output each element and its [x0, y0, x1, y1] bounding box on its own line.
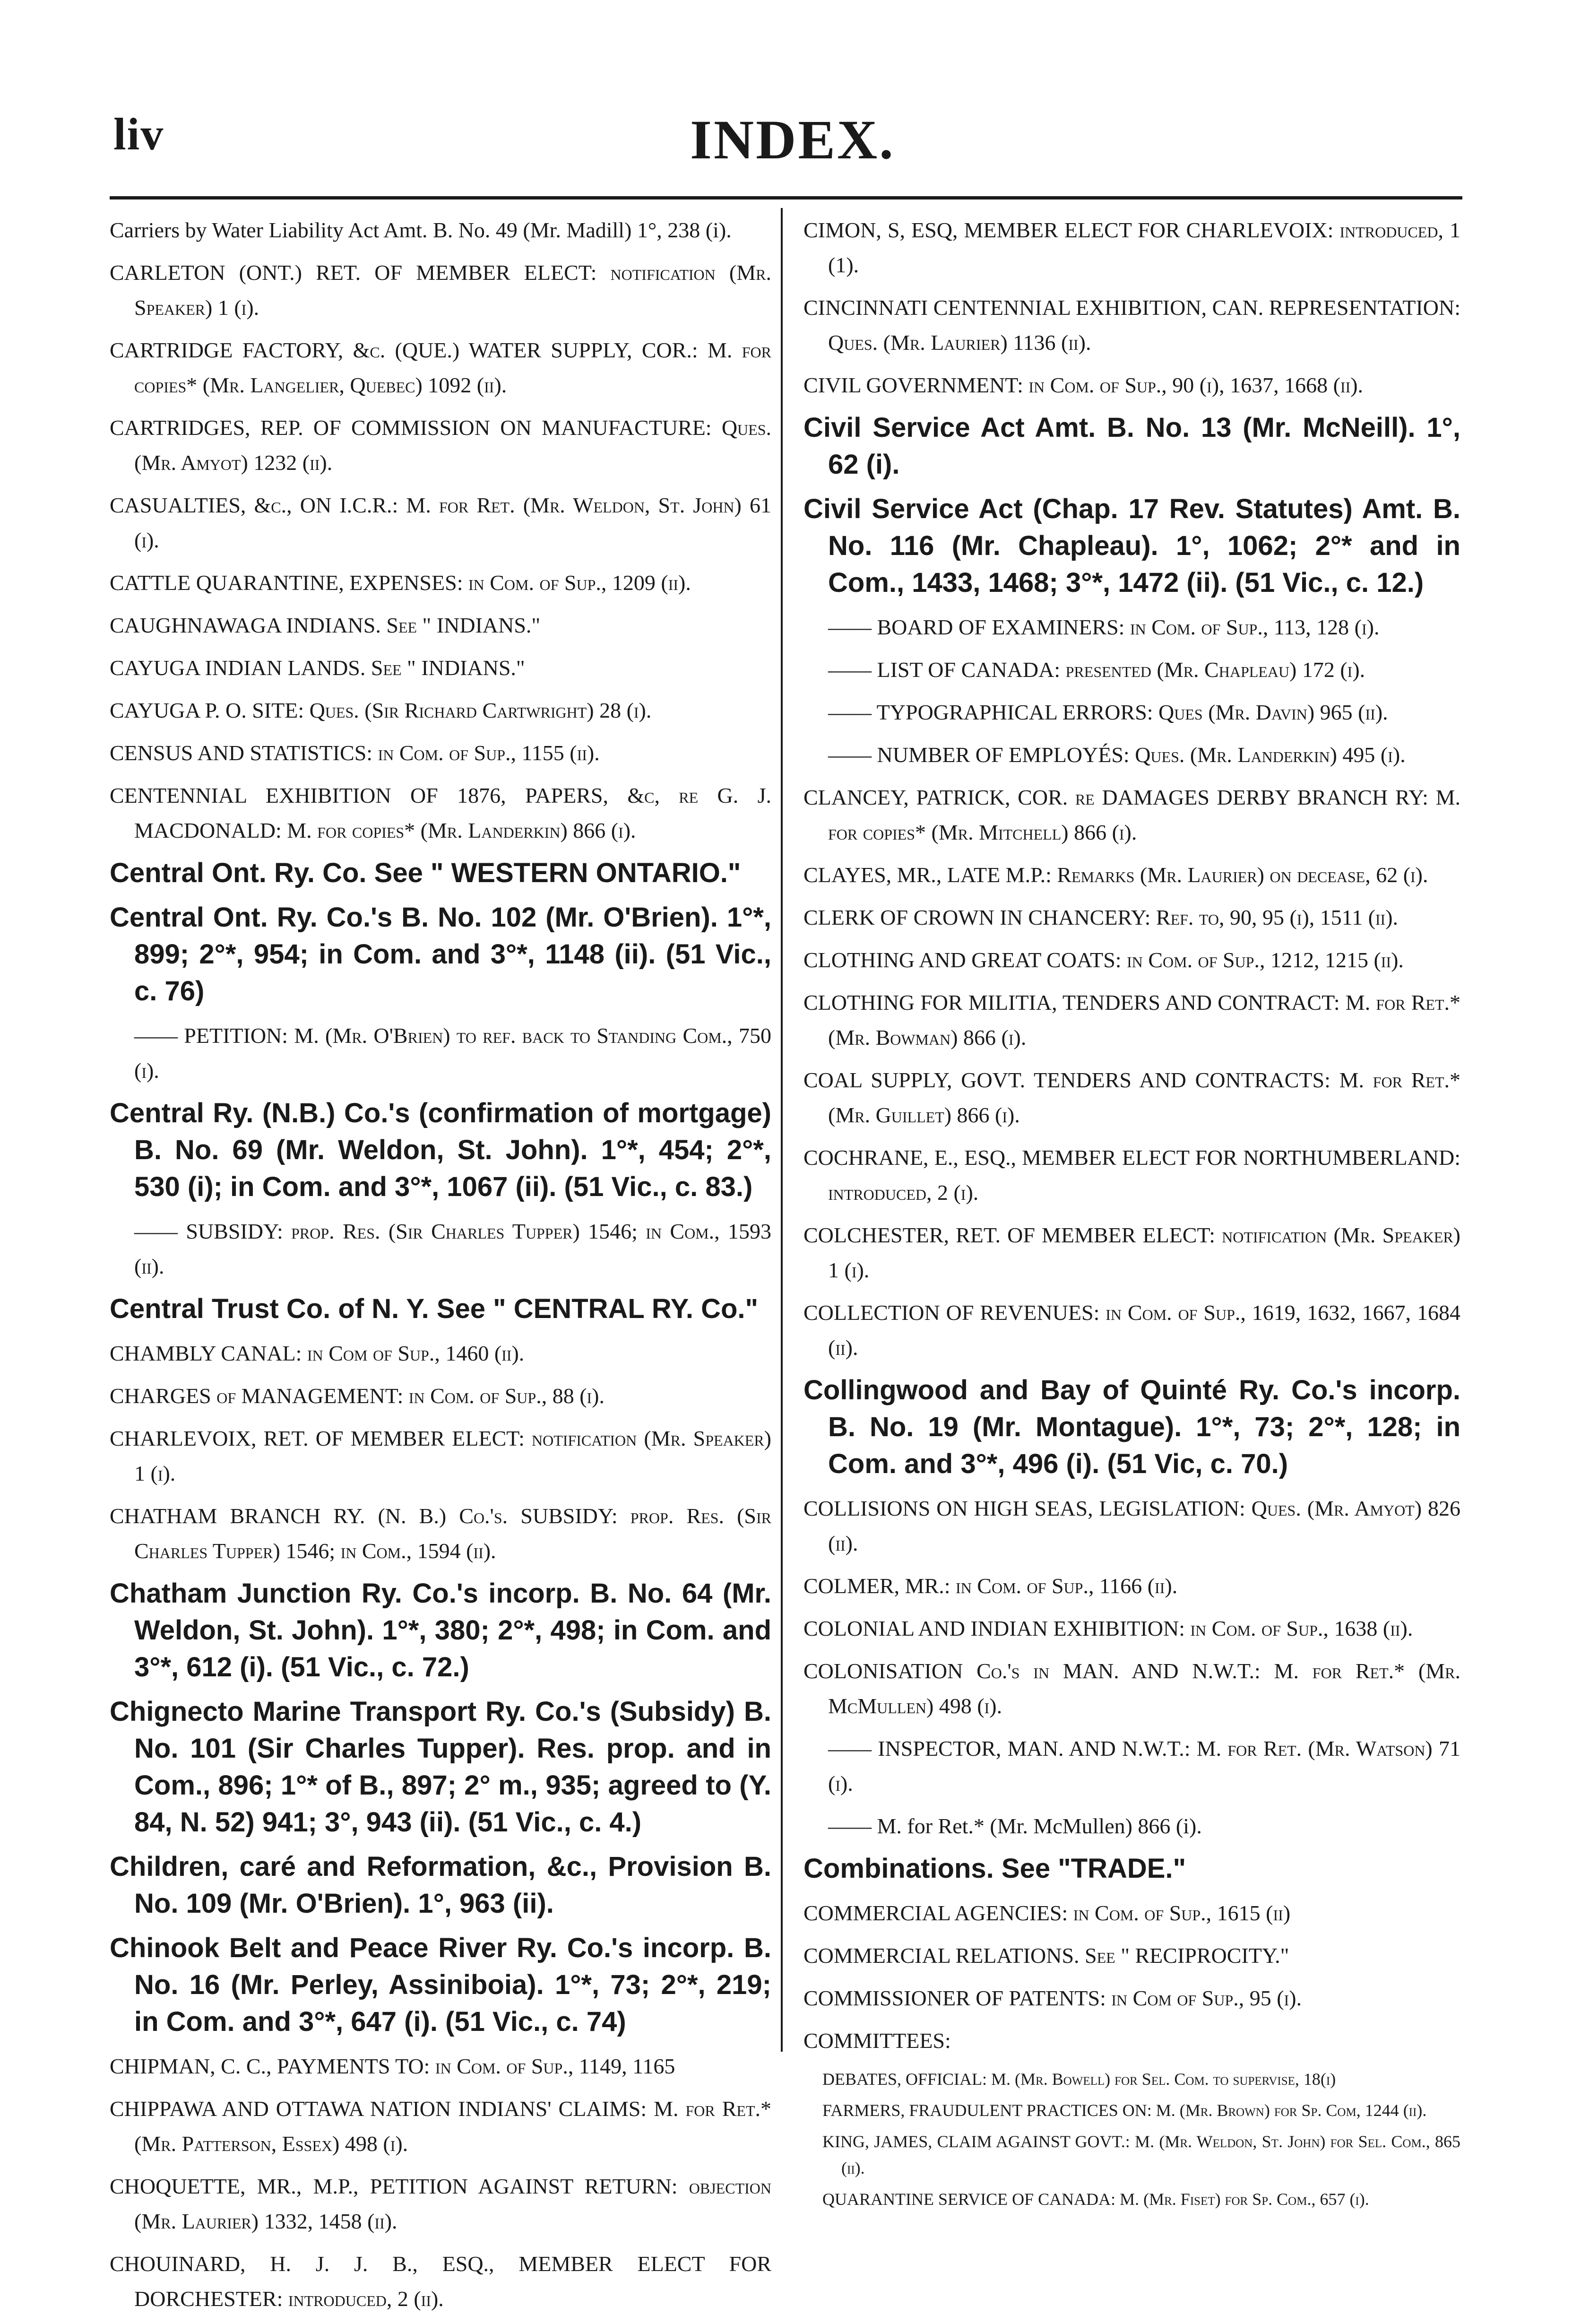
left-index-column — [110, 213, 771, 2324]
index-entry: CENTENNIAL EXHIBITION OF 1876, PAPERS, &c, re G. J. MACDONALD: M. for copies* (Mr. Landerkin) 866 (i). — [110, 783, 771, 842]
index-entry: COLLISIONS ON HIGH SEAS, LEGISLATION: Ques. (Mr. Amyot) 826 (ii). — [803, 1496, 1460, 1555]
index-entry: COMMERCIAL AGENCIES: in Com. of Sup., 1615 (ii) — [803, 1901, 1291, 1925]
index-entry: CAYUGA INDIAN LANDS. See " INDIANS." — [110, 656, 525, 680]
index-entry: CIVIL GOVERNMENT: in Com. of Sup., 90 (i), 1637, 1668 (ii). — [803, 373, 1364, 397]
index-entry: COMMITTEES: — [803, 2029, 951, 2053]
index-entry-heading: Chinook Belt and Peace River Ry. Co.'s incorp. B. No. 16 (Mr. Perley, Assiniboia). 1°*, 73; 2°*, 219; in Com. and 3°*, 647 (i). (51 Vic., c. 74) — [110, 1933, 771, 2037]
index-entry-heading: Civil Service Act Amt. B. No. 13 (Mr. McNeill). 1°, 62 (i). — [803, 412, 1460, 480]
index-entry: COMMISSIONER OF PATENTS: in Com of Sup., 95 (i). — [803, 1986, 1302, 2010]
index-entry-heading: Central Ry. (N.B.) Co.'s (confirmation of mortgage) B. No. 69 (Mr. Weldon, St. John). 1°*, 454; 2°*, 530 (i); in Com. and 3°*, 1067 (ii). (51 Vic., c. 83.) — [110, 1098, 771, 1202]
index-entry: CARTRIDGE FACTORY, &c. (QUE.) WATER SUPPLY, COR.: M. for copies* (Mr. Langelier, Quebec) 1092 (ii). — [110, 338, 771, 397]
committee-entry: QUARANTINE SERVICE OF CANADA: M. (Mr. Fiset) for Sp. Com., 657 (i). — [822, 2190, 1369, 2209]
index-entry-heading: Central Trust Co. of N. Y. See " CENTRAL RY. Co." — [110, 1293, 759, 1324]
index-entry: CAUGHNAWAGA INDIANS. See " INDIANS." — [110, 613, 541, 637]
committee-entry: FARMERS, FRAUDULENT PRACTICES ON: M. (Mr. Brown) for Sp. Com, 1244 (ii). — [822, 2101, 1427, 2120]
committee-entry: KING, JAMES, CLAIM AGAINST GOVT.: M. (Mr. Weldon, St. John) for Sel. Com., 865 (ii). — [822, 2132, 1460, 2177]
index-entry: COLCHESTER, RET. OF MEMBER ELECT: notification (Mr. Speaker) 1 (i). — [803, 1223, 1460, 1282]
index-entry-heading: Chignecto Marine Transport Ry. Co.'s (Subsidy) B. No. 101 (Sir Charles Tupper). Res. prop. and in Com., 896; 1°* of B., 897; 2° m., 935; agreed to (Y. 84, N. 52) 941; 3°, 943 (ii). (51 Vic., c. 4.) — [110, 1696, 771, 1838]
index-entry-heading: Children, caré and Reformation, &c., Provision B. No. 109 (Mr. O'Brien). 1°, 963 (ii). — [110, 1851, 771, 1919]
index-entry: Carriers by Water Liability Act Amt. B. No. 49 (Mr. Madill) 1°, 238 (i). — [110, 218, 732, 242]
index-entry: CLERK OF CROWN IN CHANCERY: Ref. to, 90, 95 (i), 1511 (ii). — [803, 905, 1399, 929]
index-entry: CHOUINARD, H. J. J. B., ESQ., MEMBER ELECT FOR DORCHESTER: introduced, 2 (ii). — [110, 2252, 771, 2311]
index-entry: CLAYES, MR., LATE M.P.: Remarks (Mr. Laurier) on decease, 62 (i). — [803, 863, 1428, 887]
index-entry-heading: Collingwood and Bay of Quinté Ry. Co.'s incorp. B. No. 19 (Mr. Montague). 1°*, 73; 2°*, 128; in Com. and 3°*, 496 (i). (51 Vic, c. 70.) — [803, 1375, 1460, 1479]
index-entry: COLONISATION Co.'s in MAN. AND N.W.T.: M. for Ret.* (Mr. McMullen) 498 (i). — [803, 1659, 1460, 1718]
index-entry: COAL SUPPLY, GOVT. TENDERS AND CONTRACTS: M. for Ret.* (Mr. Guillet) 866 (i). — [803, 1068, 1460, 1127]
index-subentry: —— NUMBER OF EMPLOYÉS: Ques. (Mr. Landerkin) 495 (i). — [828, 743, 1406, 767]
index-entry: CARTRIDGES, REP. OF COMMISSION ON MANUFACTURE: Ques. (Mr. Amyot) 1232 (ii). — [110, 416, 771, 475]
index-entry-heading: Central Ont. Ry. Co. See " WESTERN ONTARIO." — [110, 858, 741, 888]
index-entry: CATTLE QUARANTINE, EXPENSES: in Com. of Sup., 1209 (ii). — [110, 571, 691, 595]
index-entry: CHAMBLY CANAL: in Com of Sup., 1460 (ii). — [110, 1341, 525, 1365]
index-subentry: —— LIST OF CANADA: presented (Mr. Chapleau) 172 (i). — [828, 658, 1365, 682]
index-entry: COLLECTION OF REVENUES: in Com. of Sup., 1619, 1632, 1667, 1684 (ii). — [803, 1301, 1460, 1360]
index-subentry: —— TYPOGRAPHICAL ERRORS: Ques (Mr. Davin) 965 (ii). — [828, 700, 1388, 724]
index-entry: COLONIAL AND INDIAN EXHIBITION: in Com. of Sup., 1638 (ii). — [803, 1616, 1413, 1640]
column-divider — [781, 208, 783, 2052]
index-subentry: —— BOARD OF EXAMINERS: in Com. of Sup., 113, 128 (i). — [828, 615, 1380, 639]
index-entry: CASUALTIES, &c., ON I.C.R.: M. for Ret. (Mr. Weldon, St. John) 61 (i). — [110, 493, 771, 552]
index-entry: CINCINNATI CENTENNIAL EXHIBITION, CAN. REPRESENTATION: Ques. (Mr. Laurier) 1136 (ii). — [803, 295, 1460, 355]
index-entry: COCHRANE, E., ESQ., MEMBER ELECT FOR NORTHUMBERLAND: introduced, 2 (i). — [803, 1145, 1460, 1205]
index-entry: CHARGES of MANAGEMENT: in Com. of Sup., 88 (i). — [110, 1384, 605, 1408]
index-entry: CHIPPAWA AND OTTAWA NATION INDIANS' CLAIMS: M. for Ret.* (Mr. Patterson, Essex) 498 (i). — [110, 2097, 771, 2156]
index-entry-heading: Central Ont. Ry. Co.'s B. No. 102 (Mr. O'Brien). 1°*, 899; 2°*, 954; in Com. and 3°*, 1148 (ii). (51 Vic., c. 76) — [110, 902, 771, 1006]
index-entry: CLANCEY, PATRICK, COR. re DAMAGES DERBY BRANCH RY: M. for copies* (Mr. Mitchell) 866 (i). — [803, 785, 1460, 844]
index-entry: CENSUS AND STATISTICS: in Com. of Sup., 1155 (ii). — [110, 741, 600, 765]
index-entry: COMMERCIAL RELATIONS. See " RECIPROCITY." — [803, 1943, 1289, 1968]
index-subentry: —— SUBSIDY: prop. Res. (Sir Charles Tupper) 1546; in Com., 1593 (ii). — [134, 1219, 771, 1278]
index-entry: CHATHAM BRANCH RY. (N. B.) Co.'s. SUBSIDY: prop. Res. (Sir Charles Tupper) 1546; in Com., 1594 (ii). — [110, 1504, 771, 1563]
index-subentry: —— PETITION: M. (Mr. O'Brien) to ref. back to Standing Com., 750 (i). — [134, 1023, 771, 1083]
index-entry: CHARLEVOIX, RET. OF MEMBER ELECT: notification (Mr. Speaker) 1 (i). — [110, 1426, 771, 1485]
index-entry-heading: Civil Service Act (Chap. 17 Rev. Statutes) Amt. B. No. 116 (Mr. Chapleau). 1°, 1062; 2°* and in Com., 1433, 1468; 3°*, 1472 (ii). (51 Vic., c. 12.) — [803, 494, 1460, 598]
index-subentry: —— M. for Ret.* (Mr. McMullen) 866 (i). — [828, 1814, 1202, 1838]
committee-entry: DEBATES, OFFICIAL: M. (Mr. Bowell) for Sel. Com. to supervise, 18(i) — [822, 2070, 1336, 2089]
index-entry: CARLETON (ONT.) RET. OF MEMBER ELECT: notification (Mr. Speaker) 1 (i). — [110, 260, 771, 320]
page-title: INDEX. — [690, 109, 895, 171]
index-entry: CHOQUETTE, MR., M.P., PETITION AGAINST RETURN: objection (Mr. Laurier) 1332, 1458 (ii). — [110, 2174, 771, 2233]
index-entry: COLMER, MR.: in Com. of Sup., 1166 (ii). — [803, 1574, 1178, 1598]
page-number: liv — [113, 109, 164, 159]
index-entry: CHIPMAN, C. C., PAYMENTS TO: in Com. of Sup., 1149, 1165 — [110, 2054, 675, 2078]
index-subentry: —— INSPECTOR, MAN. AND N.W.T.: M. for Ret. (Mr. Watson) 71 (i). — [828, 1736, 1460, 1795]
right-index-column — [803, 213, 1460, 2217]
index-entry: CLOTHING FOR MILITIA, TENDERS AND CONTRACT: M. for Ret.* (Mr. Bowman) 866 (i). — [803, 990, 1460, 1049]
index-entry: CIMON, S, ESQ, MEMBER ELECT FOR CHARLEVOIX: introduced, 1 (1). — [803, 218, 1460, 277]
index-entry: CAYUGA P. O. SITE: Ques. (Sir Richard Cartwright) 28 (i). — [110, 698, 652, 722]
index-entry: CLOTHING AND GREAT COATS: in Com. of Sup., 1212, 1215 (ii). — [803, 948, 1404, 972]
header-rule — [110, 196, 1462, 199]
index-entry-heading: Combinations. See "TRADE." — [803, 1853, 1186, 1884]
index-entry-heading: Chatham Junction Ry. Co.'s incorp. B. No. 64 (Mr. Weldon, St. John). 1°*, 380; 2°*, 498; in Com. and 3°*, 612 (i). (51 Vic., c. 72.) — [110, 1578, 771, 1682]
